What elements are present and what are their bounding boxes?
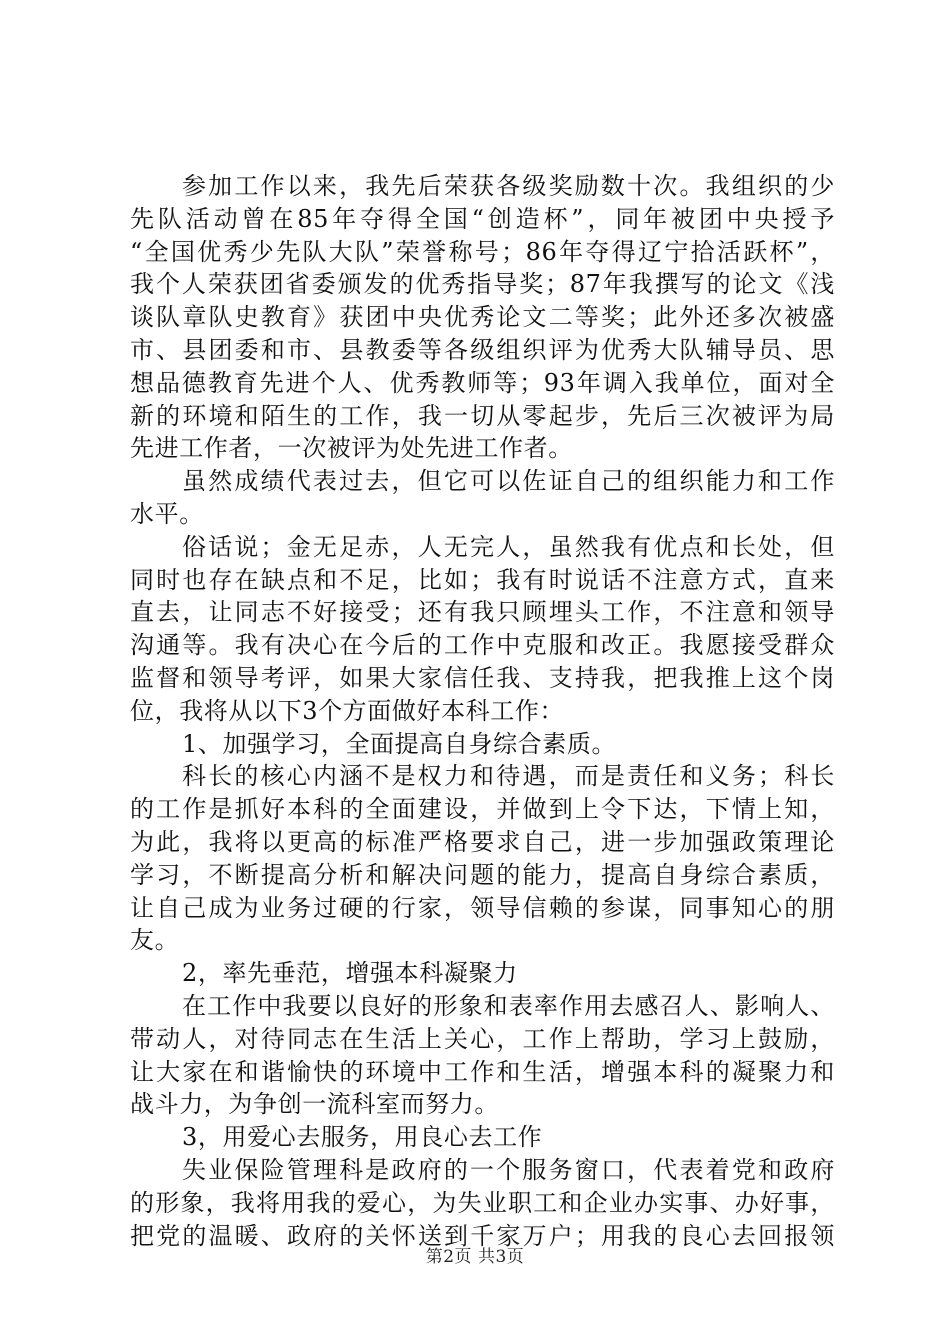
text-line: 让自己成为业务过硬的行家，领导信赖的参谋，同事知心的朋: [130, 893, 835, 922]
text-line: 虽然成绩代表过去，但它可以佐证自己的组织能力和工作: [182, 467, 835, 496]
text-line: 想品德教育先进个人、优秀教师等；93年调入我单位，面对全: [130, 368, 835, 397]
text-line: 位，我将从以下3个方面做好本科工作：: [130, 696, 565, 725]
text-line: 把党的温暖、政府的关怀送到千家万户；用我的良心去回报领: [130, 1221, 835, 1250]
text-line: “全国优秀少先队大队”荣誉称号；86年夺得辽宁拾活跃杯”，: [130, 237, 835, 266]
text-line: 2，率先垂范，增强本科凝聚力: [182, 959, 518, 988]
text-line: 战斗力，为争创一流科室而努力。: [130, 1090, 499, 1119]
text-line: 让大家在和谐愉快的环境中工作和生活，增强本科的凝聚力和: [130, 1057, 835, 1086]
page-footer: 第2页 共3页: [425, 1247, 525, 1267]
text-line: 监督和领导考评，如果大家信任我、支持我，把我推上这个岗: [130, 663, 835, 692]
text-line: 失业保险管理科是政府的一个服务窗口，代表着党和政府: [182, 1155, 835, 1184]
text-line: 我个人荣获团省委颁发的优秀指导奖；87年我撰写的论文《浅: [130, 270, 835, 299]
text-line: 3，用爱心去服务，用良心去工作: [182, 1123, 543, 1152]
text-line: 直去，让同志不好接受；还有我只顾埋头工作，不注意和领导: [130, 598, 835, 627]
text-line: 带动人，对待同志在生活上关心，工作上帮助，学习上鼓励，: [130, 1024, 835, 1053]
text-line: 先队活动曾在85年夺得全国“创造杯”，同年被团中央授予: [130, 204, 835, 233]
text-line: 1、加强学习，全面提高自身综合素质。: [182, 729, 617, 758]
text-line: 为此，我将以更高的标准严格要求自己，进一步加强政策理论: [130, 827, 835, 856]
text-line: 参加工作以来，我先后荣获各级奖励数十次。我组织的少: [182, 172, 835, 200]
text-line: 科长的核心内涵不是权力和待遇，而是责任和义务；科长: [182, 762, 835, 791]
text-line: 的工作是抓好本科的全面建设，并做到上令下达，下情上知，: [130, 795, 835, 824]
text-line: 谈队章队史教育》获团中央优秀论文二等奖；此外还多次被盛: [130, 303, 835, 332]
text-line: 沟通等。我有决心在今后的工作中克服和改正。我愿接受群众: [130, 631, 835, 660]
text-line: 学习，不断提高分析和解决问题的能力，提高自身综合素质，: [130, 860, 835, 889]
text-line: 友。: [130, 926, 180, 955]
body-text: [130, 170, 835, 1252]
text-line: 水平。: [130, 499, 204, 528]
text-line: 新的环境和陌生的工作，我一切从零起步，先后三次被评为局: [130, 401, 835, 430]
text-line: 俗话说；金无足赤，人无完人，虽然我有优点和长处，但: [182, 532, 835, 561]
text-line: 同时也存在缺点和不足，比如；我有时说话不注意方式，直来: [130, 565, 835, 594]
text-line: 在工作中我要以良好的形象和表率作用去感召人、影响人、: [182, 991, 835, 1020]
text-line: 的形象，我将用我的爱心，为失业职工和企业办实事、办好事，: [130, 1188, 835, 1217]
text-line: 市、县团委和市、县教委等各级组织评为优秀大队辅导员、思: [130, 335, 835, 364]
text-line: 先进工作者，一次被评为处先进工作者。: [130, 434, 573, 463]
